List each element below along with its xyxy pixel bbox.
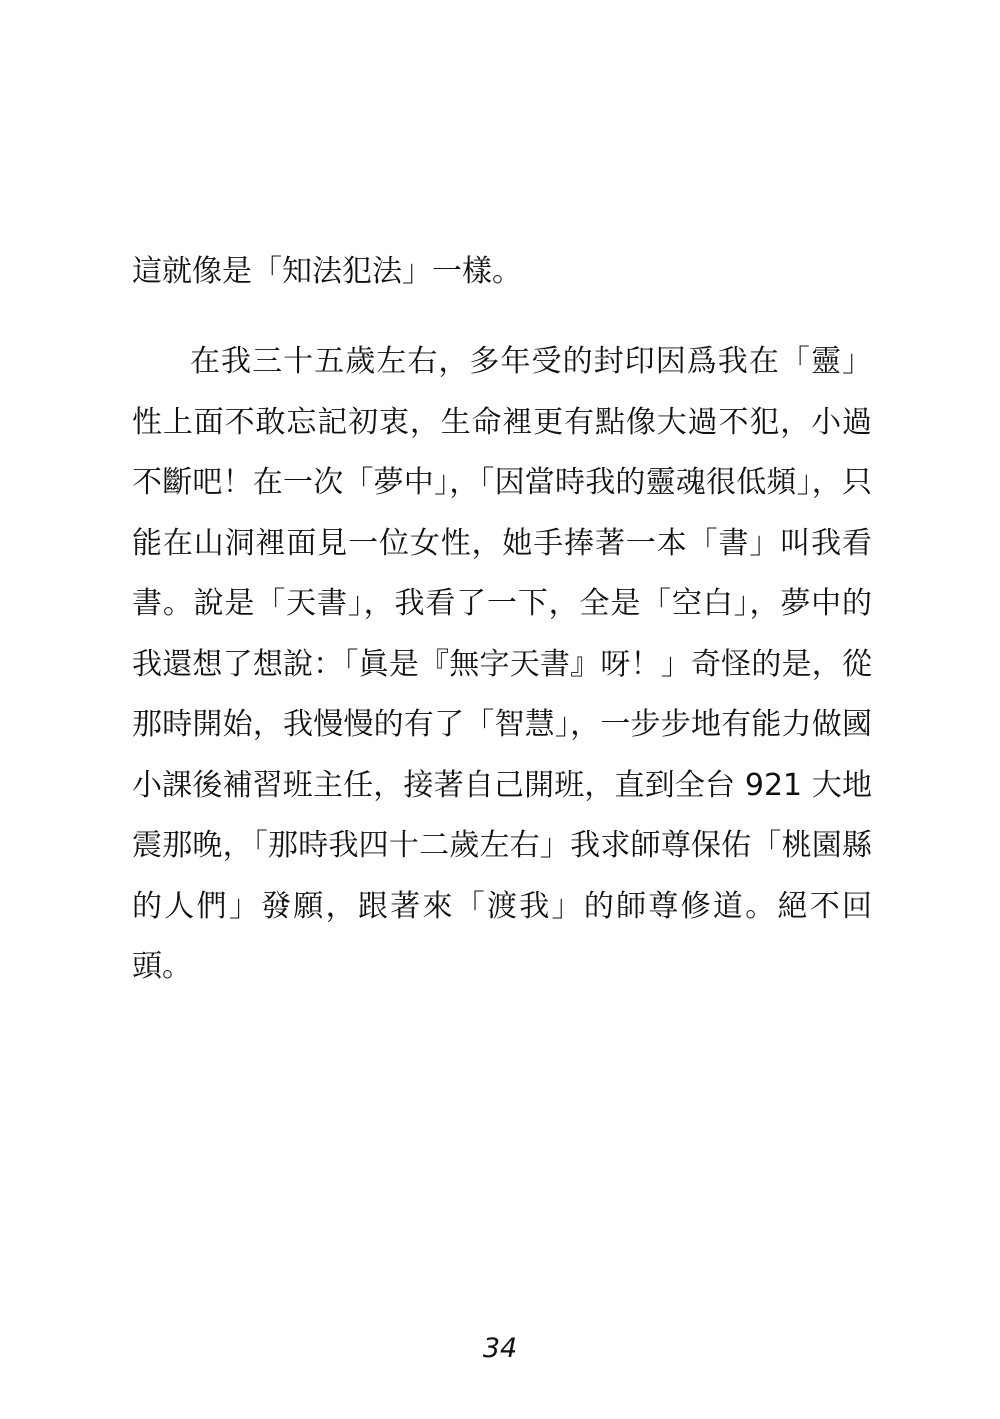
paragraph-line: 那時開始，我慢慢的有了「智慧」，一步步地有能力做國 xyxy=(132,707,872,742)
paragraph-line: 小課後補習班主任，接著自己開班，直到全台 921 大地 xyxy=(132,767,872,803)
paragraph-line: 書。說是「天書」，我看了一下，全是「空白」，夢中的 xyxy=(132,586,872,621)
paragraph-line: 在我三十五歲左右，多年受的封印因爲我在「靈」 xyxy=(190,344,872,379)
page-number: 34 xyxy=(482,1333,518,1364)
paragraph-closing-line: 這就像是「知法犯法」一樣。 xyxy=(132,254,522,289)
paragraph-line: 震那晚，「那時我四十二歲左右」我求師尊保佑「桃園縣 xyxy=(132,828,872,863)
paragraph-line: 頭。 xyxy=(132,949,192,984)
paragraph-line: 性上面不敢忘記初衷，生命裡更有點像大過不犯，小過 xyxy=(132,404,872,440)
body-paragraph xyxy=(132,332,872,998)
paragraph-line: 我還想了想說：「眞是『無字天書』呀！」奇怪的是，從 xyxy=(132,646,872,682)
paragraph-line: 能在山洞裡面見一位女性，她手捧著一本「書」叫我看 xyxy=(132,525,872,561)
paragraph-line: 的人們」發願，跟著來「渡我」的師尊修道。絕不回 xyxy=(132,888,872,924)
paragraph-line: 不斷吧！在一次「夢中」，「因當時我的靈魂很低頻」，只 xyxy=(132,465,872,500)
